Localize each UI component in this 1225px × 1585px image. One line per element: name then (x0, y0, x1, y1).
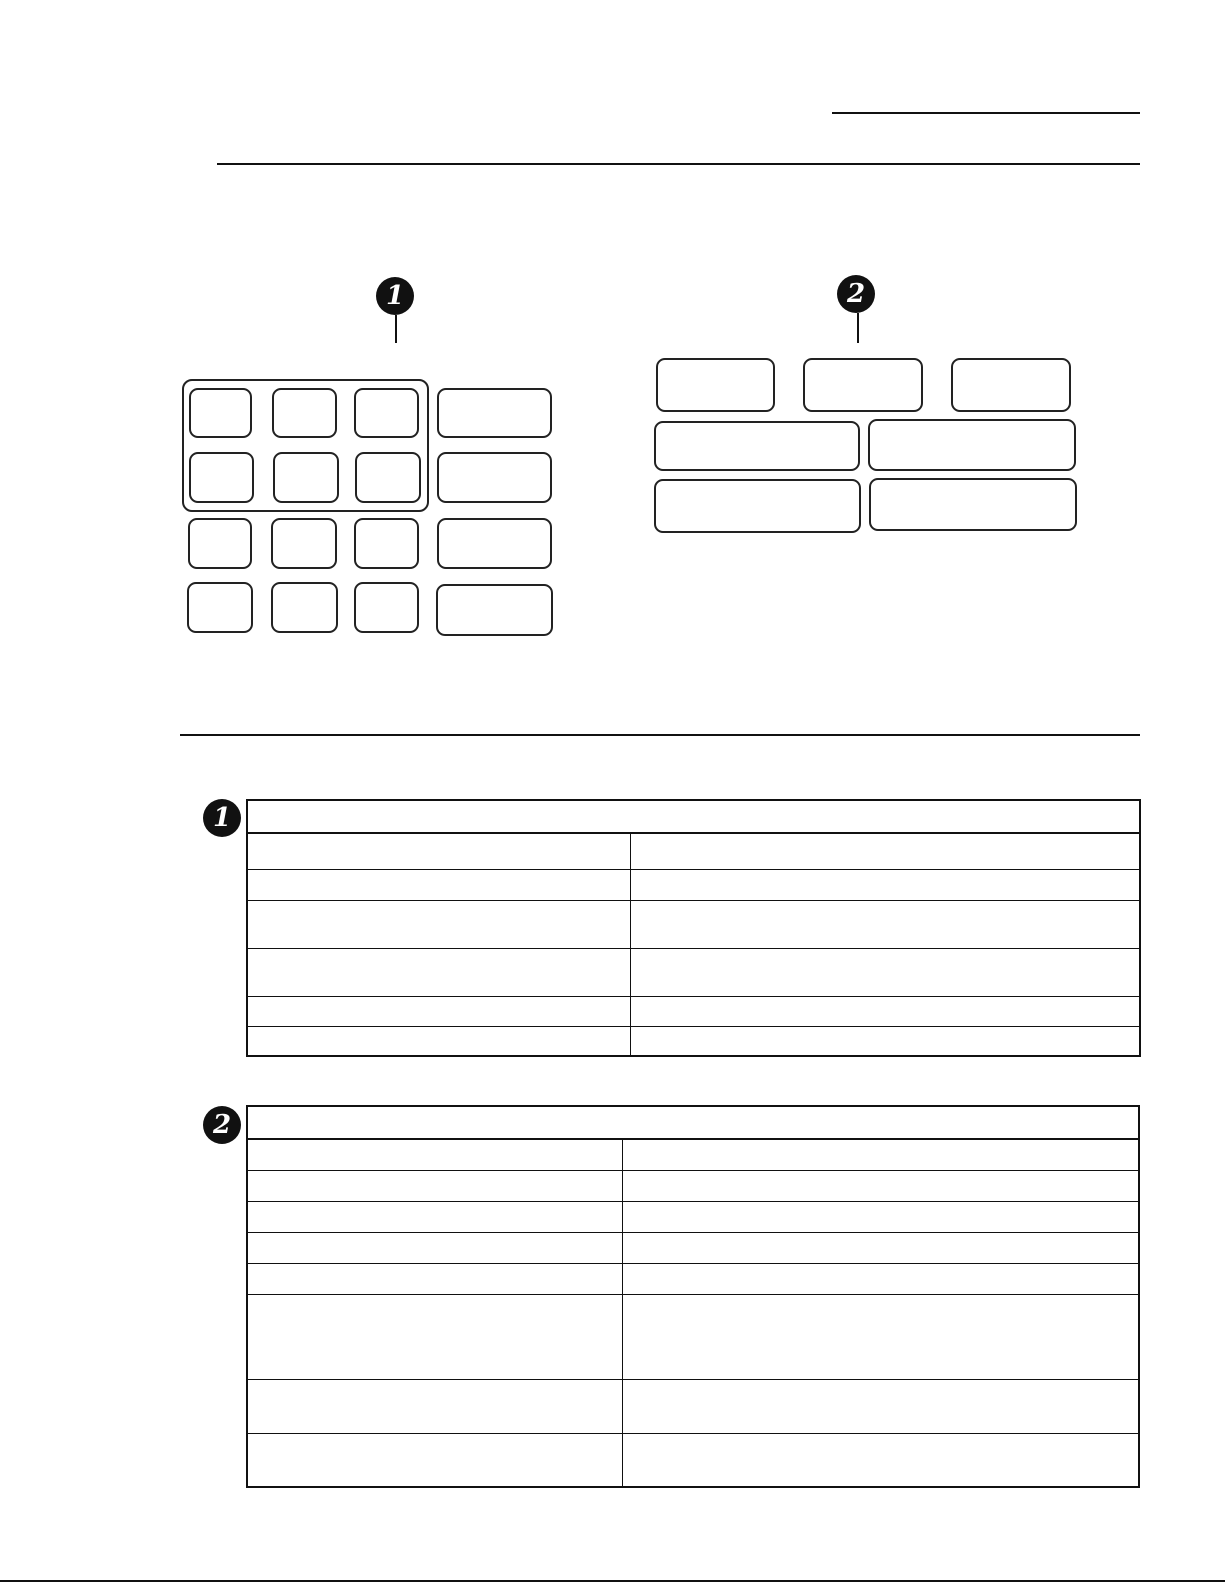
table-row (247, 1139, 1139, 1170)
keypad-key[interactable] (189, 388, 252, 438)
callout-leader-functions (857, 313, 859, 343)
table-cell (622, 1232, 1139, 1263)
header-long-rule (217, 163, 1140, 165)
function-key[interactable] (656, 358, 775, 412)
table-badge-2 (203, 1106, 241, 1144)
table-cell (247, 948, 630, 996)
table-row (247, 1433, 1139, 1487)
callout-leader-keypad (395, 315, 397, 343)
function-key[interactable] (951, 358, 1071, 412)
table-row (247, 1170, 1139, 1201)
table-cell (622, 1263, 1139, 1294)
table-row (247, 1379, 1139, 1433)
keypad-key[interactable] (187, 582, 253, 633)
table-cell (247, 1379, 622, 1433)
callout-badge-keypad (376, 277, 414, 315)
table-cell (247, 1433, 622, 1487)
keypad-key[interactable] (271, 518, 337, 569)
table-row (247, 1201, 1139, 1232)
table-row (247, 1026, 1140, 1056)
keypad-key[interactable] (271, 582, 338, 633)
callout-number: 1 (212, 803, 232, 833)
table-cell (630, 996, 1140, 1026)
header-short-rule (832, 112, 1140, 114)
keypad-side-key[interactable] (437, 518, 552, 569)
keypad-side-key[interactable] (436, 584, 553, 636)
function-key-wide[interactable] (654, 421, 860, 471)
table-cell (247, 1263, 622, 1294)
table-cell (247, 1294, 622, 1379)
keypad-side-key[interactable] (437, 452, 552, 503)
table-cell (622, 1379, 1139, 1433)
section-divider-rule (180, 734, 1140, 736)
table-cell (622, 1170, 1139, 1201)
table-cell (247, 1139, 622, 1170)
table-row (247, 1294, 1139, 1379)
table-row (247, 948, 1140, 996)
callout-number: 1 (385, 281, 405, 311)
function-key-wide[interactable] (869, 478, 1077, 531)
table-cell (630, 869, 1140, 900)
table-cell (630, 948, 1140, 996)
table-cell (622, 1201, 1139, 1232)
function-key[interactable] (803, 358, 923, 412)
table-row (247, 833, 1140, 869)
function-key-wide[interactable] (654, 479, 861, 533)
table-row (247, 996, 1140, 1026)
keypad-key[interactable] (188, 518, 252, 569)
table-cell (247, 869, 630, 900)
table-cell (247, 996, 630, 1026)
spec-table-2 (246, 1105, 1140, 1488)
table-cell (622, 1294, 1139, 1379)
table-cell (247, 900, 630, 948)
table-header-cell (247, 1106, 1139, 1139)
page-bottom-rule (0, 1580, 1225, 1582)
keypad-key[interactable] (354, 582, 419, 633)
table-row (247, 900, 1140, 948)
table-cell (247, 1201, 622, 1232)
table-cell (622, 1139, 1139, 1170)
table-badge-1 (203, 799, 241, 837)
table-cell (630, 1026, 1140, 1056)
table-cell (630, 833, 1140, 869)
keypad-side-key[interactable] (437, 388, 552, 438)
callout-number: 2 (212, 1110, 232, 1140)
table-row (247, 1232, 1139, 1263)
keypad-key[interactable] (354, 388, 419, 438)
function-key-wide[interactable] (868, 419, 1076, 471)
keypad-key[interactable] (355, 452, 421, 503)
callout-number: 2 (846, 279, 866, 309)
table-cell (247, 1232, 622, 1263)
table-cell (247, 833, 630, 869)
callout-badge-functions (837, 275, 875, 313)
table-header-cell (247, 800, 1140, 833)
table-cell (247, 1026, 630, 1056)
table-cell (247, 1170, 622, 1201)
table-row (247, 1263, 1139, 1294)
table-header-row (247, 1106, 1139, 1139)
table-cell (630, 900, 1140, 948)
table-header-row (247, 800, 1140, 833)
keypad-key[interactable] (273, 452, 339, 503)
table-row (247, 869, 1140, 900)
table-cell (622, 1433, 1139, 1487)
keypad-key[interactable] (354, 518, 419, 569)
keypad-key[interactable] (189, 452, 254, 503)
keypad-key[interactable] (272, 388, 337, 438)
spec-table-1 (246, 799, 1141, 1057)
